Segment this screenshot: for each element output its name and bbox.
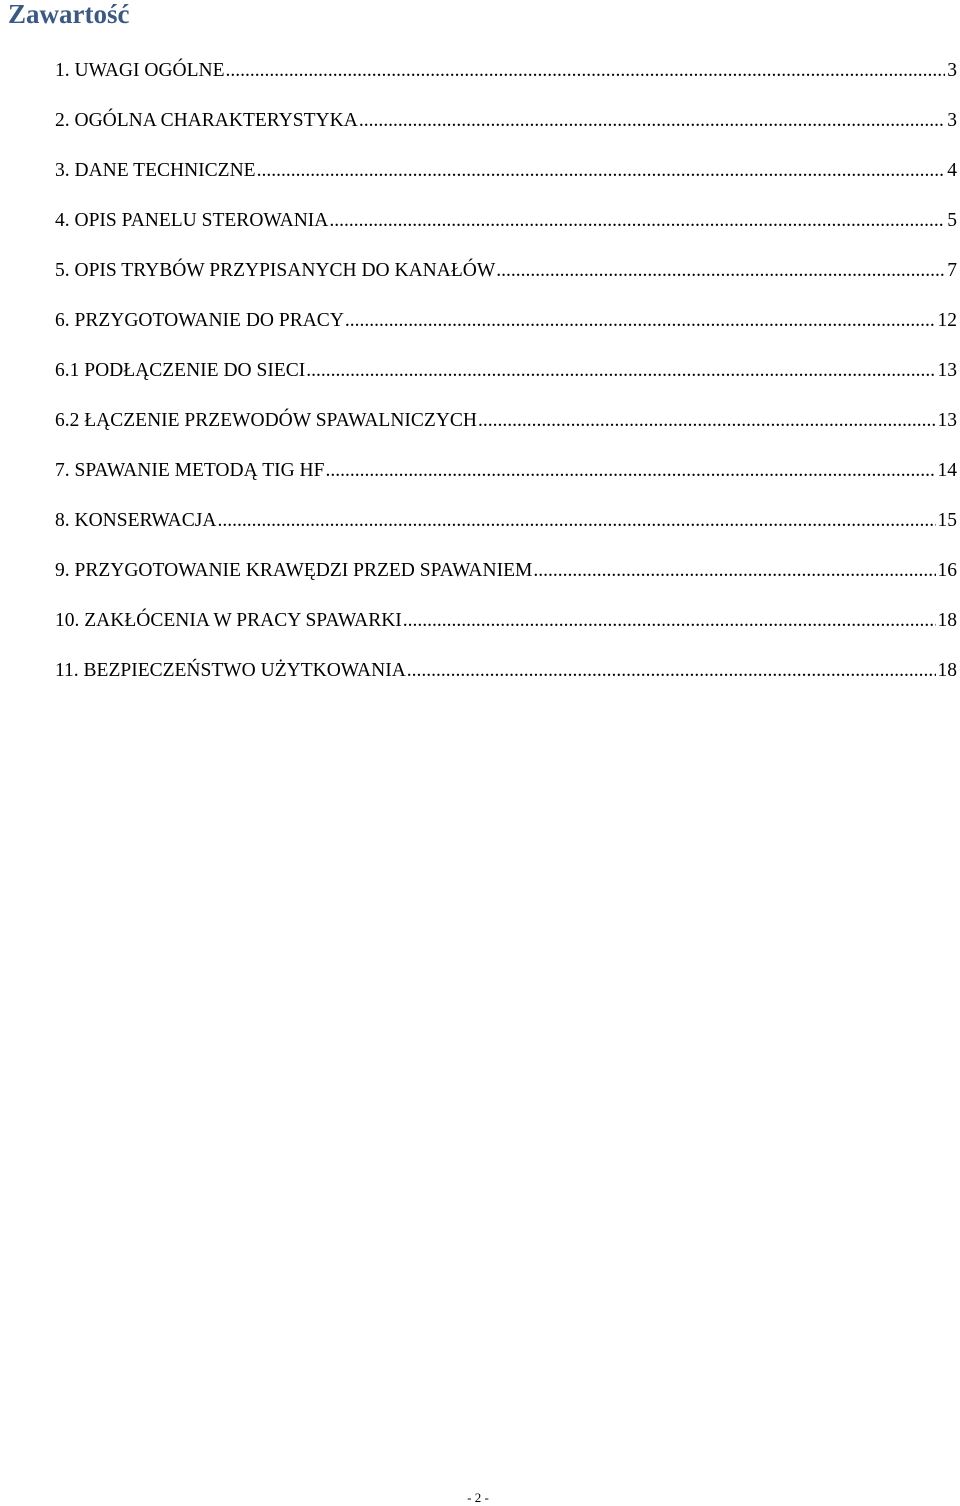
toc-dot-leader	[306, 358, 935, 384]
toc-dot-leader	[533, 558, 935, 584]
toc-dot-leader	[478, 408, 935, 434]
toc-dot-leader	[217, 508, 935, 534]
toc-entry[interactable]	[55, 408, 957, 458]
toc-entry[interactable]	[55, 358, 957, 408]
toc-entry-page[interactable]: 16	[937, 560, 957, 581]
toc-dot-leader	[359, 108, 945, 134]
toc-entry[interactable]	[55, 658, 957, 708]
toc-entry-label[interactable]: 4. OPIS PANELU STEROWANIA	[55, 210, 329, 231]
toc-dot-leader	[345, 308, 936, 334]
toc-dot-leader	[226, 58, 946, 84]
toc-entry-page[interactable]: 3	[947, 60, 957, 81]
toc-entry[interactable]	[55, 58, 957, 108]
toc-entry[interactable]	[55, 258, 957, 308]
toc-entry[interactable]	[55, 208, 957, 258]
toc-entry-label[interactable]: 11. BEZPIECZEŃSTWO UŻYTKOWANIA	[55, 660, 406, 681]
toc-entry-label[interactable]: 1. UWAGI OGÓLNE	[55, 60, 225, 81]
toc-dot-leader	[257, 158, 946, 184]
toc-dot-leader	[403, 608, 936, 634]
toc-entry[interactable]	[55, 308, 957, 358]
toc-entry[interactable]	[55, 608, 957, 658]
toc-entry-page[interactable]: 5	[947, 210, 957, 231]
toc-entry-label[interactable]: 9. PRZYGOTOWANIE KRAWĘDZI PRZED SPAWANIEM	[55, 560, 533, 581]
toc-title: Zawartość	[8, 0, 130, 29]
toc-entry-label[interactable]: 6.2 ŁĄCZENIE PRZEWODÓW SPAWALNICZYCH	[55, 410, 478, 431]
toc-entry-page[interactable]: 12	[937, 310, 957, 331]
toc-entry-page[interactable]: 18	[937, 660, 957, 681]
toc-entry[interactable]	[55, 458, 957, 508]
toc-entry-label[interactable]: 10. ZAKŁÓCENIA W PRACY SPAWARKI	[55, 610, 402, 631]
toc-entry-label[interactable]: 8. KONSERWACJA	[55, 510, 217, 531]
toc-entry-page[interactable]: 7	[947, 260, 957, 281]
toc-entry-page[interactable]: 3	[947, 110, 957, 131]
page-number: - 2 -	[467, 1490, 489, 1505]
toc-dot-leader	[496, 258, 945, 284]
toc-entry-page[interactable]: 4	[947, 160, 957, 181]
toc-entry-label[interactable]: 7. SPAWANIE METODĄ TIG HF	[55, 460, 325, 481]
toc-dot-leader	[325, 458, 935, 484]
toc-dot-leader	[407, 658, 936, 684]
toc-entry-label[interactable]: 3. DANE TECHNICZNE	[55, 160, 256, 181]
toc-entry-page[interactable]: 18	[937, 610, 957, 631]
toc-entry[interactable]	[55, 108, 957, 158]
toc-entry-label[interactable]: 6. PRZYGOTOWANIE DO PRACY	[55, 310, 344, 331]
toc-entry[interactable]	[55, 558, 957, 608]
toc-entry-label[interactable]: 5. OPIS TRYBÓW PRZYPISANYCH DO KANAŁÓW	[55, 260, 496, 281]
toc-entry-page[interactable]: 15	[937, 510, 957, 531]
toc-entry-label[interactable]: 6.1 PODŁĄCZENIE DO SIECI	[55, 360, 306, 381]
toc-entry-page[interactable]: 13	[937, 410, 957, 431]
toc-entry-page[interactable]: 13	[937, 360, 957, 381]
table-of-contents	[55, 58, 957, 708]
toc-entry-page[interactable]: 14	[937, 460, 957, 481]
toc-entry[interactable]	[55, 508, 957, 558]
toc-entry[interactable]	[55, 158, 957, 208]
toc-entry-label[interactable]: 2. OGÓLNA CHARAKTERYSTYKA	[55, 110, 358, 131]
toc-dot-leader	[329, 208, 945, 234]
